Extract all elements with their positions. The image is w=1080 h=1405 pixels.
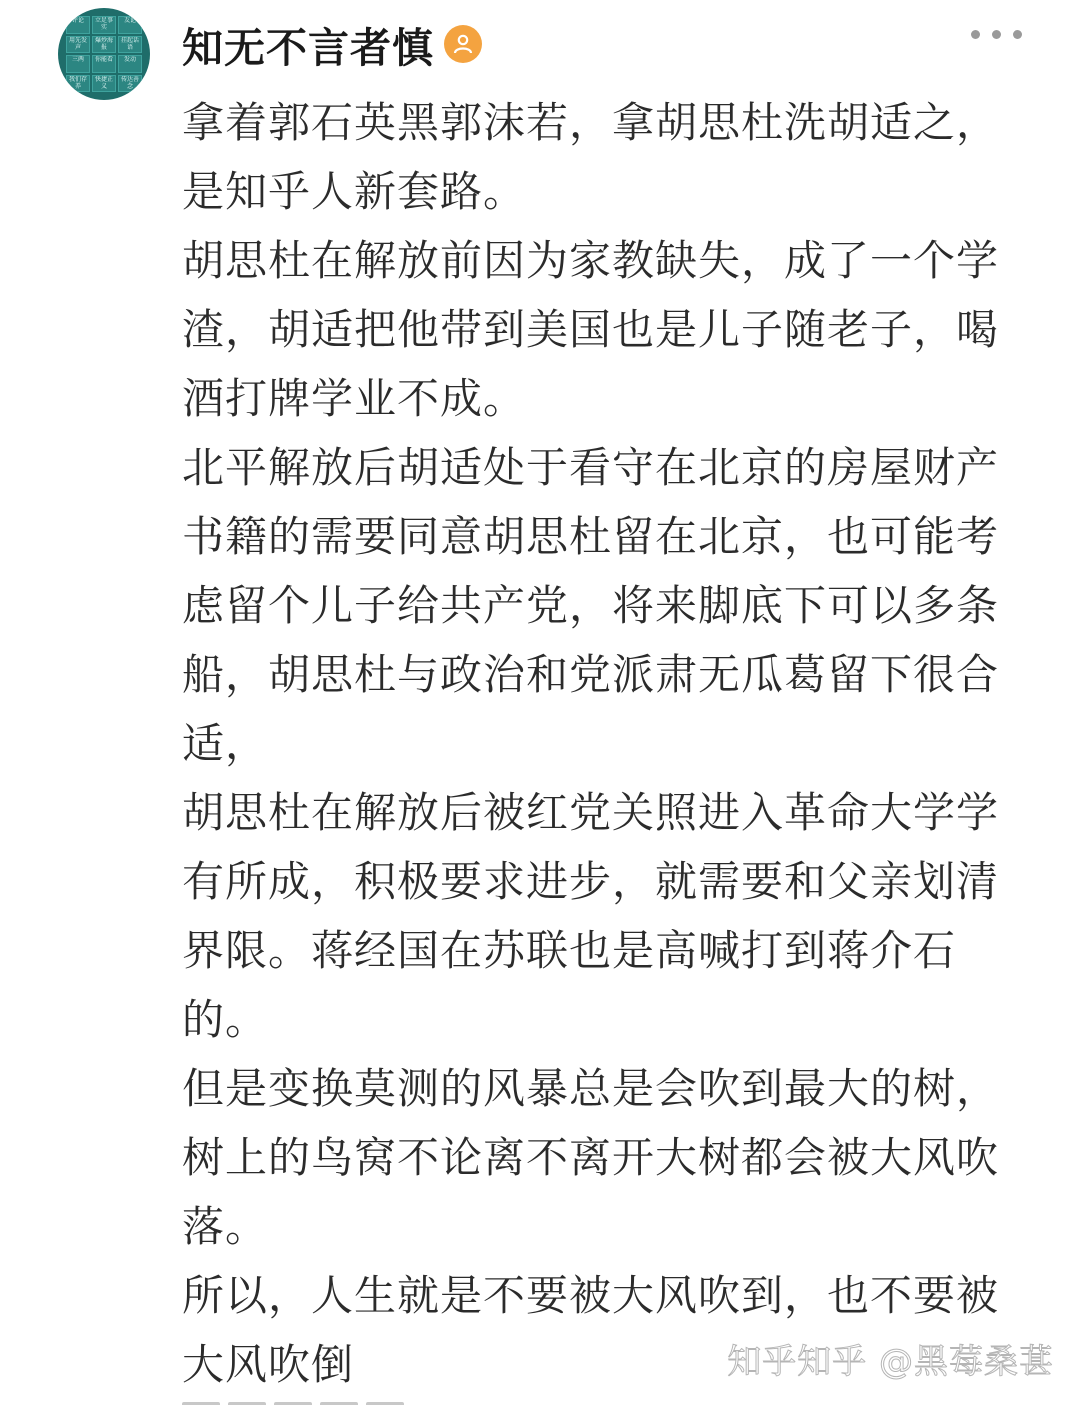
dot [992,30,1001,39]
dot [1013,30,1022,39]
avatar-cell: 爆炒海报 [92,36,116,54]
watermark: 知乎知乎 @黑莓桑葚 [727,1342,1054,1382]
post-paragraph: 拿着郭石英黑郭沫若，拿胡思杜洗胡适之，是知乎人新套路。 [182,98,1000,216]
avatar-cell: 你能看 [92,55,116,73]
avatar-cell: 快捷正义 [92,75,116,93]
avatar-cell: 评论 [66,16,90,34]
avatar-cell: 挂起话语 [118,36,142,54]
post-paragraph: 北平解放后胡适处于看守在北京的房屋财产书籍的需要同意胡思杜留在北京，也可能考虑留个儿子给共产党，将来脚底下可以多条船，胡思杜与政治和党派肃无瓜葛留下很合适， [182,443,1000,768]
avatar-cell: 用先发声 [66,36,90,54]
avatar-cell: 发动 [118,55,142,73]
avatar-cell: 立足事实 [92,16,116,34]
post-body [182,88,1002,1399]
post-paragraph: 胡思杜在解放前因为家教缺失，成了一个学渣，胡适把他带到美国也是儿子随老子，喝酒打牌学业不成。 [182,236,1000,423]
post-paragraph: 所以，人生就是不要被大风吹到，也不要被大风吹倒 [182,1271,1000,1389]
post-header [182,14,482,74]
post-paragraph: 胡思杜在解放后被红党关照进入革命大学学有所成，积极要求进步，就需要和父亲划清界限。蒋经国在苏联也是高喊打到蒋介石的。 [182,788,1000,1044]
cut-off-text-line [182,1393,462,1405]
user-badge-icon [444,25,482,63]
more-dots-icon[interactable] [971,30,1022,39]
avatar-cell: 友论 [118,16,142,34]
avatar-cell: 我们存养 [66,75,90,93]
avatar-cell: 传达善念 [118,75,142,93]
dot [971,30,980,39]
username[interactable]: 知无不言者慎 [182,23,434,72]
post-paragraph: 但是变换莫测的风暴总是会吹到最大的树，树上的鸟窝不论离不离开大树都会被大风吹落。 [182,1064,1000,1251]
avatar-cell: 三两 [66,55,90,73]
avatar[interactable] [58,8,150,100]
